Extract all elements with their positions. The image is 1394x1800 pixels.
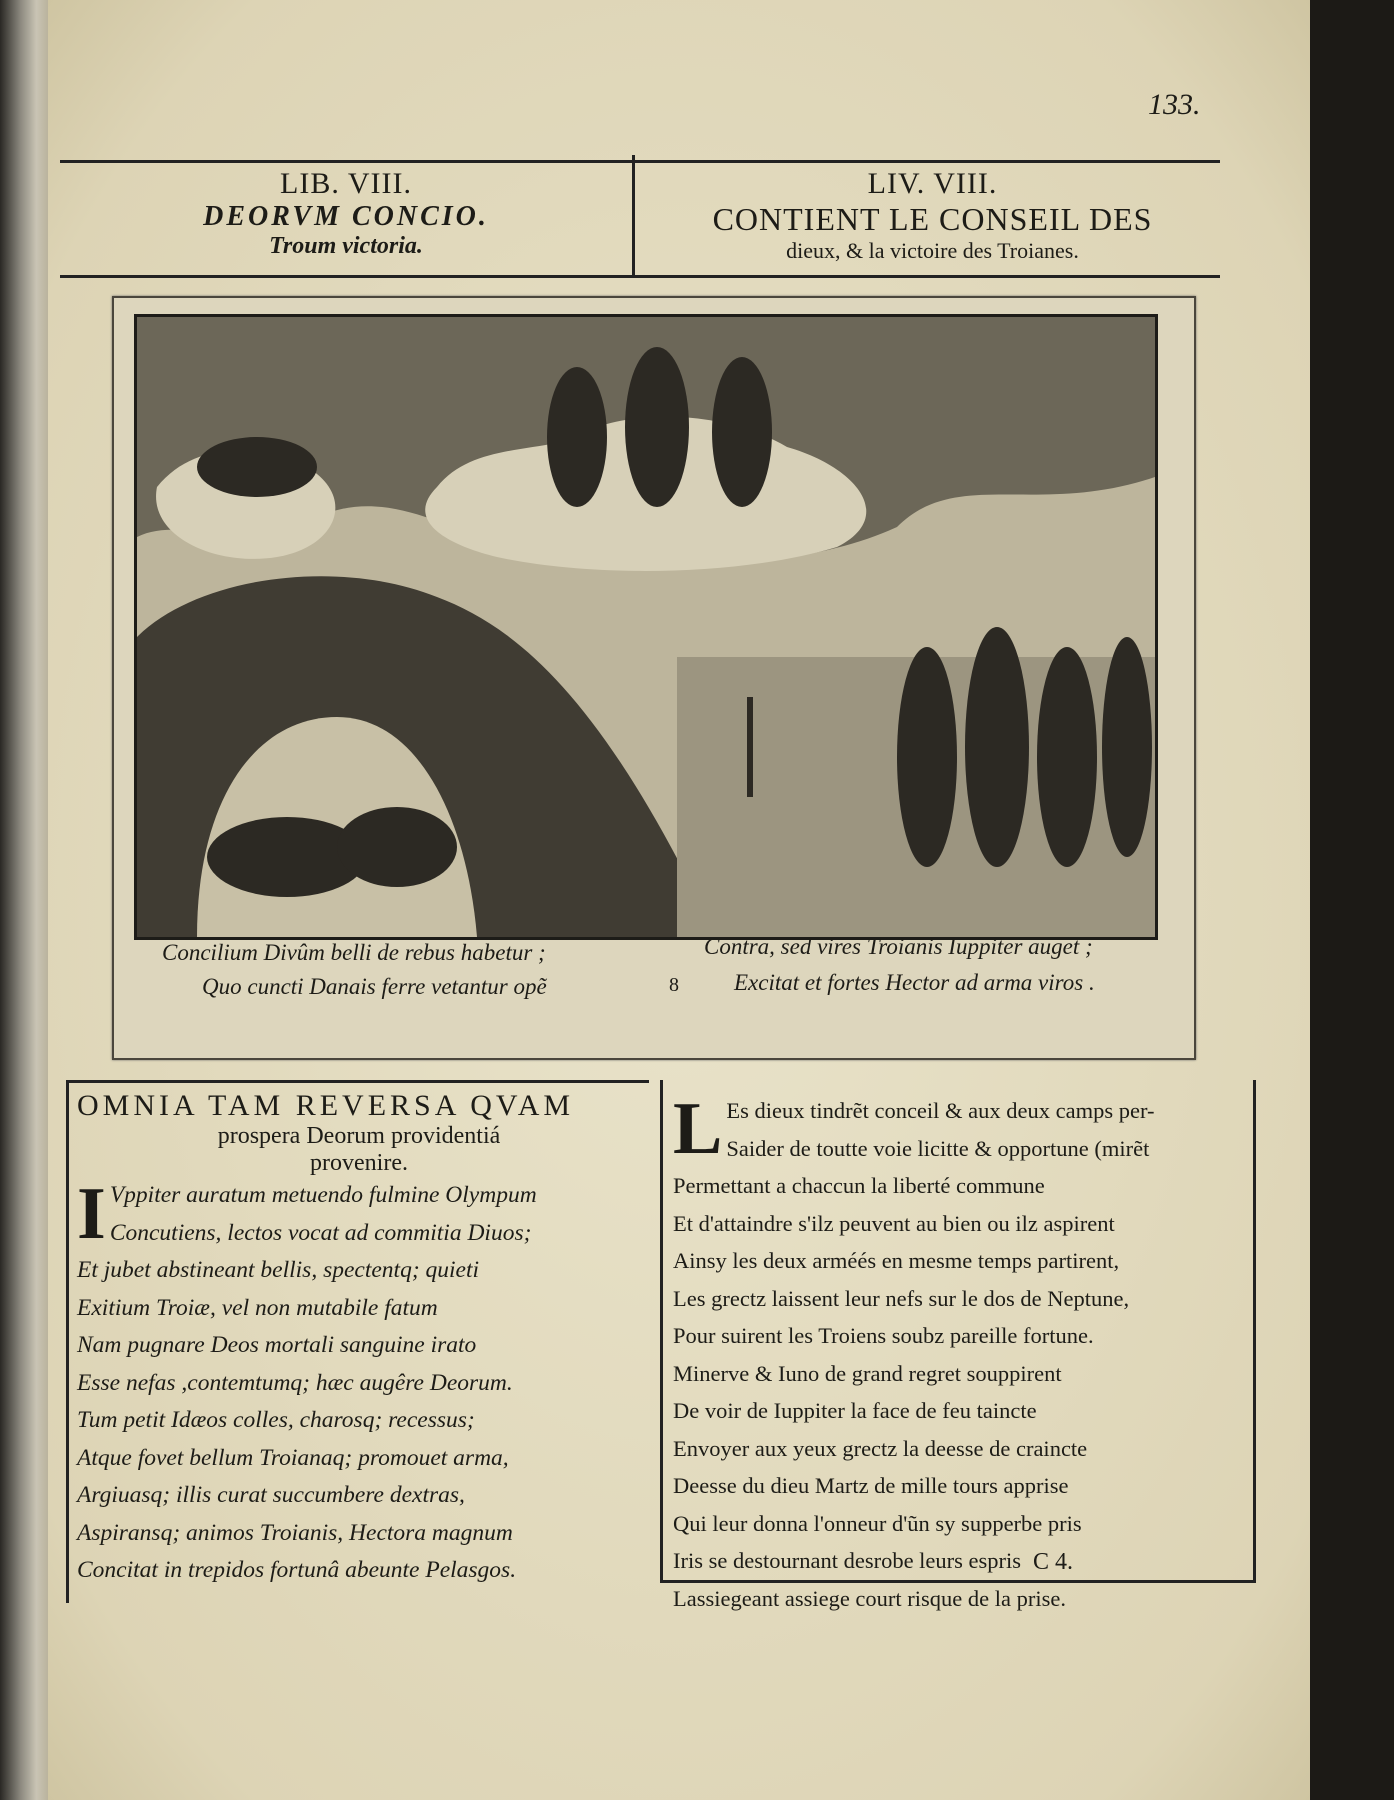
book-spine-edge — [0, 0, 52, 1800]
latin-argument-sub-1: prospera Deorum providentiá — [217, 1123, 501, 1149]
verse-line: Vppiter auratum metuendo fulmine Olympum — [109, 1182, 537, 1208]
verse-line: Envoyer aux yeux grectz la deesse de craincte — [673, 1435, 1088, 1461]
latin-argument-sub-2: provenire. — [310, 1150, 408, 1176]
verse-line: Esse nefas ,contemtumq; hæc augêre Deorum. — [77, 1369, 513, 1396]
verse-line: Atque fovet bellum Troianaq; promouet arma, — [77, 1444, 509, 1471]
verse-line: Qui leur donna l'onneur d'ũn sy supperbe pris — [673, 1510, 1082, 1536]
plate-number: 8 — [669, 974, 679, 996]
drop-cap: L — [673, 1088, 723, 1170]
french-heading — [640, 163, 1225, 264]
verse-line: Saider de toutte voie licitte & opportune (mirẽt — [726, 1135, 1150, 1161]
french-verse — [663, 1088, 1253, 1617]
caption-left-line-1: Concilium Divûm belli de rebus habetur ; — [162, 940, 546, 965]
verse-line: Lassiegeant assiege court risque de la prise. — [673, 1585, 1066, 1611]
page-header — [60, 160, 1220, 278]
verse-line: Deesse du dieu Martz de mille tours apprise — [673, 1473, 1069, 1498]
verse-line: Tum petit Idæos colles, charosq; recessus; — [77, 1407, 475, 1433]
french-title: CONTIENT LE CONSEIL DES — [712, 201, 1153, 237]
verse-line: Nam pugnare Deos mortali sanguine irato — [77, 1332, 477, 1358]
signature-mark: C 4. — [1033, 1549, 1074, 1575]
french-book: LIV. VIII. — [867, 167, 998, 200]
latin-argument-title: OMNIA TAM REVERSA QVAM — [77, 1089, 575, 1122]
verse-line: Concutiens, lectos vocat ad commitia Diuos; — [109, 1219, 532, 1246]
verse-line: Permettant a chaccun la liberté commune — [673, 1173, 1045, 1198]
verse-line: De voir de Iuppiter la face de feu taincte — [673, 1398, 1037, 1423]
latin-verse-column — [66, 1080, 649, 1603]
verse-line: Pour suirent les Troiens soubz pareille fortune. — [673, 1323, 1094, 1348]
engraving-plate — [112, 296, 1196, 1060]
french-subtitle: dieux, & la victoire des Troianes. — [786, 238, 1079, 263]
verse-line: Exitium Troiæ, vel non mutabile fatum — [77, 1294, 438, 1321]
engraving-council-of-gods — [134, 314, 1158, 940]
verse-line: Minerve & Iuno de grand regret souppirent — [673, 1360, 1062, 1386]
latin-book: LIB. VIII. — [280, 167, 412, 200]
verse-line: Concitat in trepidos fortunâ abeunte Pelasgos. — [77, 1557, 517, 1583]
latin-subtitle: Troum victoria. — [269, 233, 423, 259]
verse-line: Aspiransq; animos Troianis, Hectora magnum — [77, 1519, 513, 1546]
latin-verse — [69, 1173, 649, 1590]
caption-left-line-2: Quo cuncti Danais ferre vetantur opẽ — [202, 974, 547, 999]
caption-right-line-2: Excitat et fortes Hector ad arma viros . — [734, 970, 1095, 995]
drop-cap: I — [77, 1173, 106, 1255]
latin-title: DEORVM CONCIO. — [203, 201, 489, 232]
verse-line: Les grectz laissent leur nefs sur le dos de Neptune, — [673, 1285, 1130, 1311]
verse-line: Et jubet abstineant bellis, spectentq; quieti — [77, 1257, 480, 1283]
verse-line: Ainsy les deux arméés en mesme temps partirent, — [673, 1248, 1120, 1273]
french-verse-column — [660, 1080, 1256, 1611]
verse-line: Es dieux tindrẽt conceil & aux deux camps per- — [726, 1098, 1155, 1123]
header-divider — [632, 155, 635, 277]
latin-heading — [60, 163, 632, 260]
verse-line: Argiuasq; illis curat succumbere dextras, — [77, 1482, 465, 1508]
folio-number: 133. — [1148, 88, 1201, 121]
verse-line: Iris se destournant desrobe leurs espris — [673, 1548, 1022, 1573]
caption-right-line-1: Contra, sed vires Troianis Iuppiter auget ; — [704, 934, 1093, 959]
verse-line: Et d'attaindre s'ilz peuvent au bien ou ilz aspirent — [673, 1210, 1115, 1236]
